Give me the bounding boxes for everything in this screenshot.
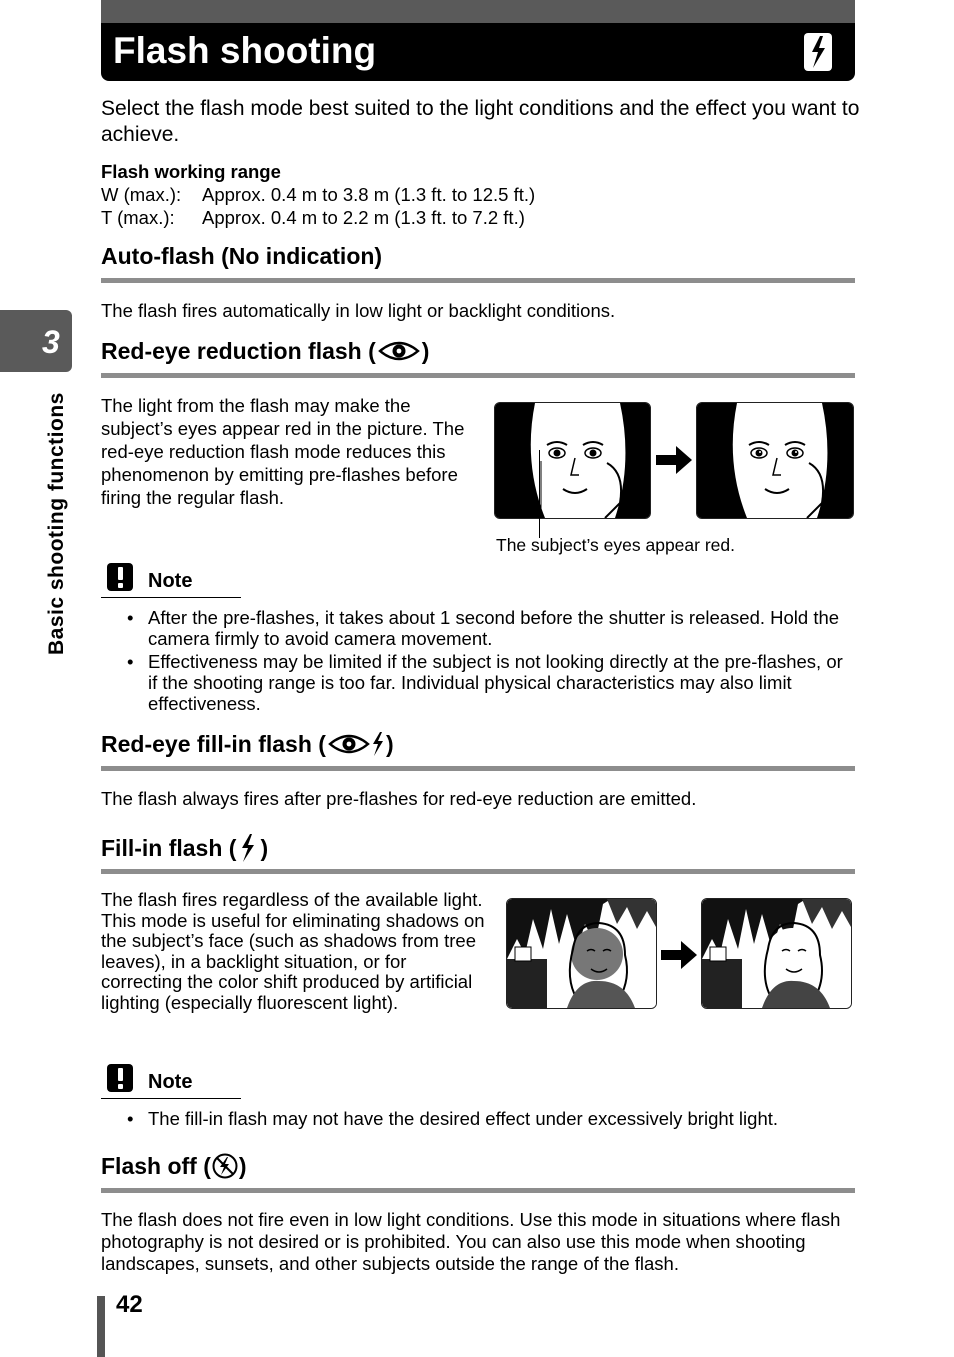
section-title-flash-off [101,1152,247,1180]
red-eye-body: The light from the flash may make the subject’s eyes appear red in the picture. The red-eye reduction flash mode reduces this phenomenon by emitting pre-flashes before firing the regular flash. [101,395,465,508]
section-title-red-eye [101,337,429,365]
title-text: Fill-in flash ( [101,835,237,861]
note-label: Note [148,570,193,592]
range-value: Approx. 0.4 m to 3.8 m (1.3 ft. to 12.5 ft.) [202,184,536,205]
fill-in-after-illustration [701,898,852,1009]
fill-in-before-illustration [506,898,657,1009]
exclamation-icon [107,1064,133,1092]
note-bullet-text: The fill-in flash may not have the desired effect under excessively bright light. [148,1108,779,1129]
page-number: 42 [116,1291,143,1318]
range-value: Approx. 0.4 m to 2.2 m (1.3 ft. to 7.2 ft.) [202,207,525,228]
header-top-band [101,0,855,23]
section-divider [101,766,855,771]
section-title-auto-flash: Auto-flash (No indication) [101,243,383,269]
flash-off-body: The flash does not fire even in low light conditions. Use this mode in situations where flash photography is not desired or is prohibited. You can also use this mode when shooting landscapes, sunsets, and other subjects outside the range of the flash. [101,1209,841,1274]
flash-range-row-w [101,183,535,206]
title-text: ) [238,1153,247,1179]
eye-icon [328,731,370,757]
flash-icon [803,32,833,72]
chapter-tab [0,310,72,372]
note-heading [101,1064,241,1099]
title-text: ) [385,731,394,757]
title-text: ) [260,835,269,861]
range-key: W (max.): [101,184,182,205]
section-divider [101,869,855,874]
section-divider [101,278,855,283]
arrow-right-icon [656,446,692,474]
flash-range-heading: Flash working range [101,161,281,182]
note-bullet-text: After the pre-flashes, it takes about 1 second before the shutter is released. Hold the camera firmly to avoid camera movement. [148,607,840,649]
page-header [101,23,855,81]
flash-off-icon [212,1153,238,1179]
title-text: ) [421,338,430,364]
note-bullet: • After the pre-flashes, it takes about 1 second before the shutter is released. Hold the camera firmly to avoid camera movement. [127,607,847,649]
flash-icon [370,731,386,757]
red-eye-before-illustration [494,402,651,519]
auto-flash-body: The flash fires automatically in low light or backlight conditions. [101,300,616,321]
intro-text: Select the flash mode best suited to the light conditions and the effect you want to achieve. [101,97,860,146]
title-text: Red-eye reduction flash ( [101,338,376,364]
note-bullet: • Effectiveness may be limited if the subject is not looking directly at the pre-flashes, or if the shooting range is too far. Individual physical characteristics may also limit effectiveness. [127,651,847,714]
chapter-number: 3 [42,324,60,360]
page-title: Flash shooting [113,30,377,71]
fill-in-body: The flash fires regardless of the available light. This mode is useful for eliminating shadows on the subject’s face (such as shadows from tree leaves), in a backlight situation, or for correcting the color shift produced by artificial lighting (especially fluorescent light). [101,889,485,1013]
page-number-bar [97,1296,105,1357]
section-divider [101,1188,855,1193]
arrow-right-icon [661,941,697,969]
chapter-label: Basic shooting functions [45,392,68,655]
flash-icon [238,833,258,863]
red-eye-caption: The subject’s eyes appear red. [496,535,735,555]
flash-range-row-t [101,206,525,229]
exclamation-icon [107,563,133,591]
note-bullet: • The fill-in flash may not have the desired effect under excessively bright light. [127,1108,847,1129]
range-key: T (max.): [101,207,175,228]
note-label: Note [148,1071,193,1093]
section-divider [101,373,855,378]
eye-icon [378,338,420,364]
note-heading [101,563,241,598]
title-text: Flash off ( [101,1153,211,1179]
red-eye-after-illustration [696,402,854,519]
red-eye-fill-in-body: The flash always fires after pre-flashes for red-eye reduction are emitted. [101,788,697,809]
title-text: Red-eye fill-in flash ( [101,731,326,757]
section-title-fill-in [101,833,268,863]
note-bullet-text: Effectiveness may be limited if the subject is not looking directly at the pre-flashes, or if the shooting range is too far. Individual physical characteristics may also limit effectiveness. [148,651,843,714]
section-title-red-eye-fill-in [101,730,394,758]
caption-pointer-line [539,450,540,538]
